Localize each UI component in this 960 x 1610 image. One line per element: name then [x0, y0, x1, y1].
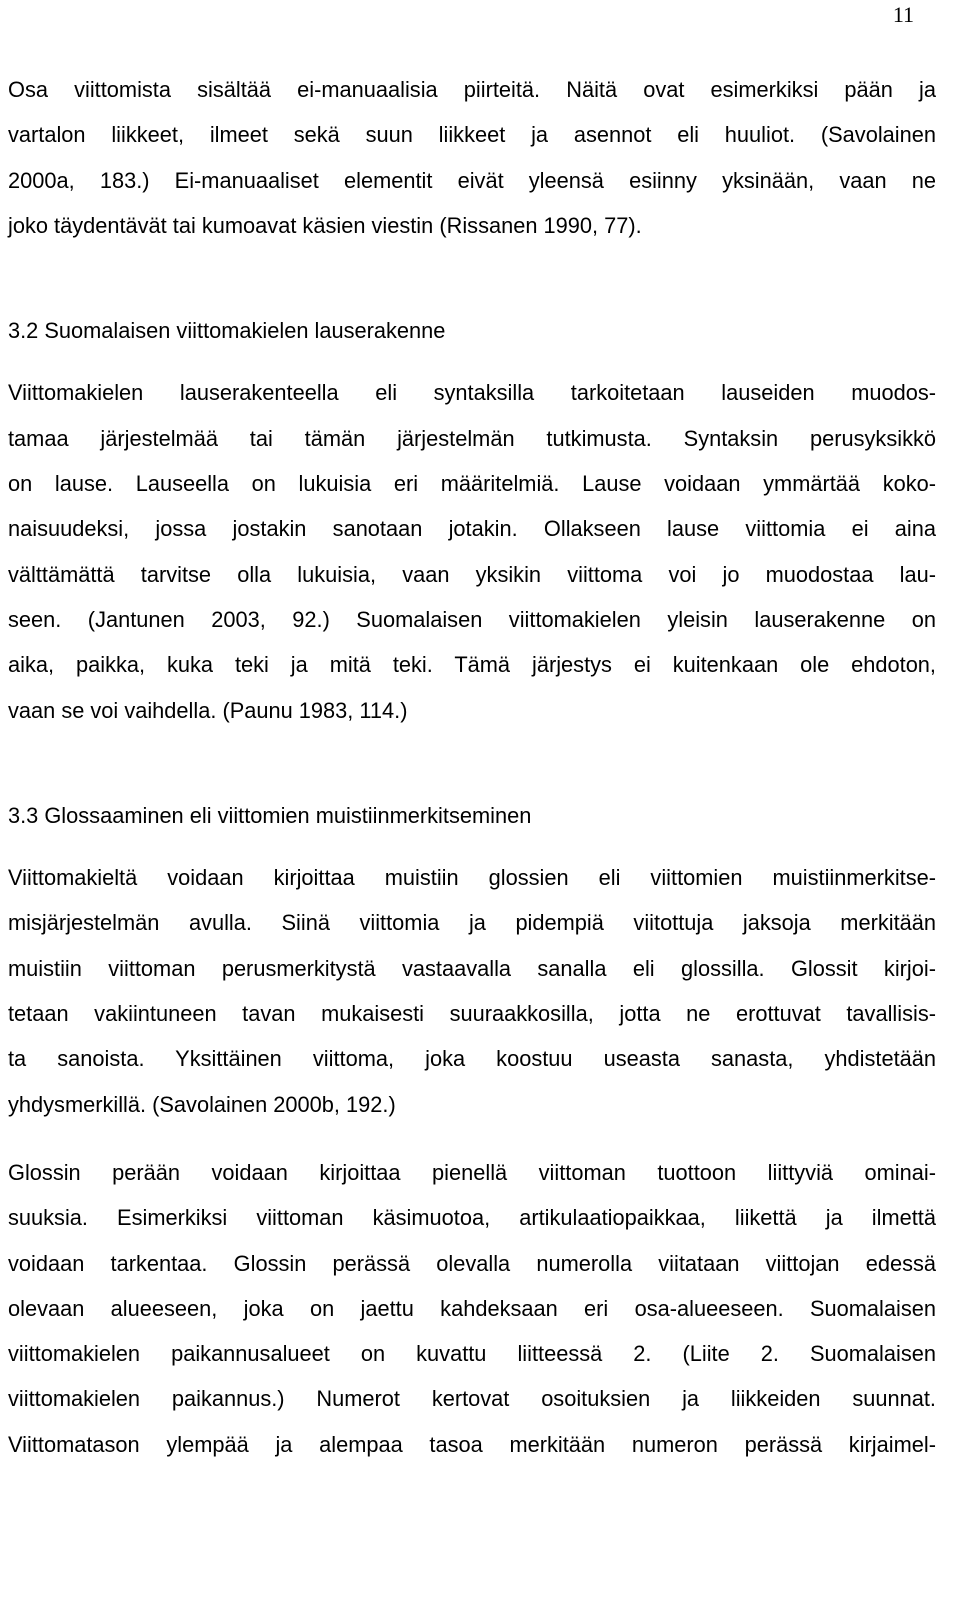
- text-line: tetaan vakiintuneen tavan mukaisesti suuraakkosilla, jotta ne erottuvat tavallisis-: [8, 1001, 936, 1027]
- paragraph-gloss-annotations: [8, 1150, 936, 1467]
- text-line: misjärjestelmän avulla. Siinä viittomia ja pidempiä viitottuja jaksoja merkitään: [8, 910, 936, 936]
- text-line: Osa viittomista sisältää ei-manuaalisia piirteitä. Näitä ovat esimerkiksi pään ja: [8, 77, 936, 102]
- section-heading-3-3: 3.3 Glossaaminen eli viittomien muistiinmerkitseminen: [8, 802, 532, 828]
- document-body: [8, 67, 936, 1467]
- text-line: naisuudeksi, jossa jostakin sanotaan jotakin. Ollakseen lause viittomia ei aina: [8, 516, 936, 542]
- text-line: voidaan tarkentaa. Glossin perässä olevalla numerolla viitataan viittojan edessä: [8, 1250, 936, 1276]
- paragraph-non-manual-features: [8, 67, 936, 248]
- text-line: on lause. Lauseella on lukuisia eri määritelmiä. Lause voidaan ymmärtää koko-: [8, 471, 936, 497]
- text-line: ta sanoista. Yksittäinen viittoma, joka koostuu useasta sanasta, yhdistetään: [8, 1046, 936, 1072]
- paragraph-sentence-structure: [8, 370, 936, 732]
- text-line: Viittomakieltä voidaan kirjoittaa muistiin glossien eli viittomien muistiinmerkitse-: [8, 865, 936, 891]
- text-line: suuksia. Esimerkiksi viittoman käsimuotoa, artikulaatiopaikkaa, liikettä ja ilmettä: [8, 1205, 936, 1231]
- section-heading-3-2: 3.2 Suomalaisen viittomakielen lauserakenne: [8, 318, 446, 344]
- text-line: muistiin viittoman perusmerkitystä vastaavalla sanalla eli glossilla. Glossit kirjoi-: [8, 955, 936, 981]
- text-line: seen. (Jantunen 2003, 92.) Suomalaisen viittomakielen yleisin lauserakenne on: [8, 606, 936, 632]
- text-line: tamaa järjestelmää tai tämän järjestelmän tutkimusta. Syntaksin perusyksikkö: [8, 425, 936, 451]
- paragraph-glossing: [8, 855, 936, 1127]
- text-line: aika, paikka, kuka teki ja mitä teki. Tämä järjestys ei kuitenkaan ole ehdoton,: [8, 652, 936, 678]
- text-line: 2000a, 183.) Ei-manuaaliset elementit eivät yleensä esiinny yksinään, vaan ne: [8, 167, 936, 193]
- text-line: Viittomakielen lauserakenteella eli syntaksilla tarkoitetaan lauseiden muodos-: [8, 380, 936, 406]
- text-line: vartalon liikkeet, ilmeet sekä suun liikkeet ja asennot eli huuliot. (Savolainen: [8, 122, 936, 148]
- page-number: 11: [892, 2, 914, 27]
- text-line: vaan se voi vaihdella. (Paunu 1983, 114.): [8, 697, 408, 723]
- text-line: Glossin perään voidaan kirjoittaa pienellä viittoman tuottoon liittyviä ominai-: [8, 1159, 936, 1185]
- text-line: viittomakielen paikannus.) Numerot kertovat osoituksien ja liikkeiden suunnat.: [8, 1386, 936, 1412]
- text-line: joko täydentävät tai kumoavat käsien viestin (Rissanen 1990, 77).: [8, 212, 642, 238]
- text-line: välttämättä tarvitse olla lukuisia, vaan yksikin viittoma voi jo muodostaa lau-: [8, 561, 936, 587]
- text-line: Viittomatason ylempää ja alempaa tasoa merkitään numeron perässä kirjaimel-: [8, 1431, 936, 1457]
- text-line: yhdysmerkillä. (Savolainen 2000b, 192.): [8, 1091, 396, 1117]
- text-line: viittomakielen paikannusalueet on kuvattu liitteessä 2. (Liite 2. Suomalaisen: [8, 1341, 936, 1367]
- text-line: olevaan alueeseen, joka on jaettu kahdeksaan eri osa-alueeseen. Suomalaisen: [8, 1295, 936, 1321]
